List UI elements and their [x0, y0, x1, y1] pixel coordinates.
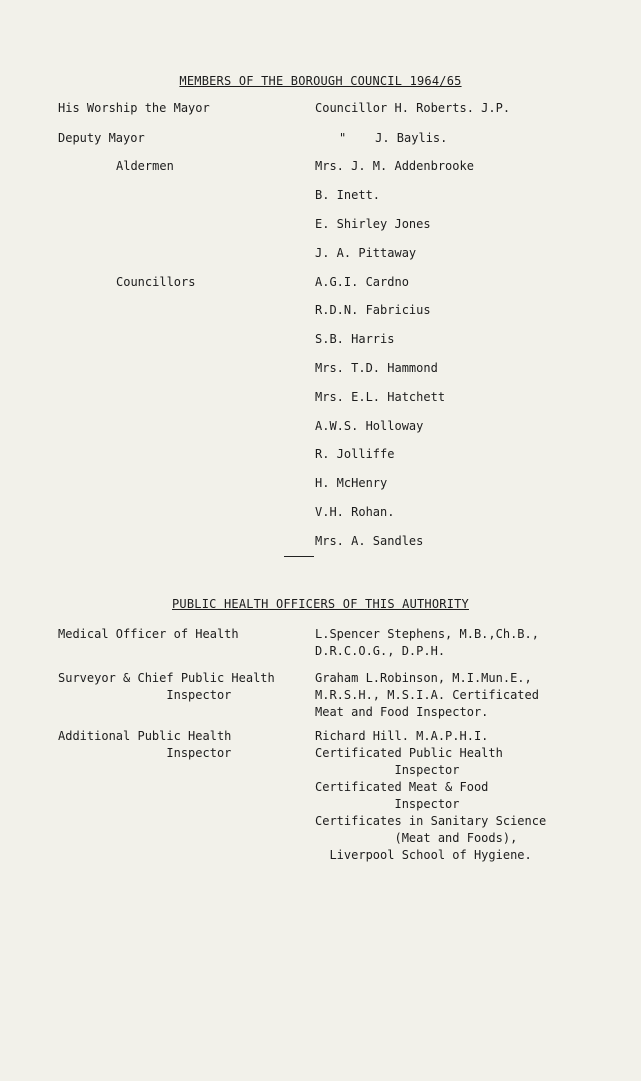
councillor-item: S.B. Harris [315, 332, 395, 346]
additional-inspector-label: Additional Public Health Inspector [58, 729, 232, 760]
deputy-mayor-label: Deputy Mayor [58, 131, 145, 145]
councillor-item: H. McHenry [315, 476, 388, 490]
deputy-mayor-value: " J. Baylis. [339, 131, 448, 145]
councillor-item: Mrs. E.L. Hatchett [315, 390, 446, 404]
councillor-item: R.D.N. Fabricius [315, 303, 431, 317]
alderman-item: B. Inett. [315, 188, 381, 202]
alderman-item: E. Shirley Jones [315, 217, 431, 231]
councillor-item: A.G.I. Cardno [315, 275, 409, 289]
councillor-item: Mrs. A. Sandles [315, 534, 424, 548]
aldermen-label: Aldermen [116, 159, 174, 173]
councillor-item: Mrs. T.D. Hammond [315, 361, 438, 375]
mayor-value: Councillor H. Roberts. J.P. [315, 101, 511, 115]
councillors-label: Councillors [116, 275, 196, 289]
council-heading: MEMBERS OF THE BOROUGH COUNCIL 1964/65 [179, 74, 462, 88]
surveyor-value: Graham L.Robinson, M.I.Mun.E., M.R.S.H., M.S.I.A. Certificated Meat and Food Inspector. [315, 671, 539, 719]
mayor-label: His Worship the Mayor [58, 101, 210, 115]
surveyor-label: Surveyor & Chief Public Health Inspector [58, 671, 275, 702]
additional-inspector-value: Richard Hill. M.A.P.H.I. Certificated Public Health Inspector Certificated Meat & Food Inspector Certificates in Sanitary Science (Meat and Foods), Liverpool School of Hygiene. [315, 729, 547, 862]
alderman-item: J. A. Pittaway [315, 246, 417, 260]
moh-label: Medical Officer of Health [58, 627, 239, 641]
councillor-item: R. Jolliffe [315, 447, 395, 461]
moh-value: L.Spencer Stephens, M.B.,Ch.B., D.R.C.O.G., D.P.H. [315, 627, 539, 658]
alderman-item: Mrs. J. M. Addenbrooke [315, 159, 474, 173]
officers-heading: PUBLIC HEALTH OFFICERS OF THIS AUTHORITY [172, 597, 469, 611]
councillor-item: V.H. Rohan. [315, 505, 395, 519]
section-divider [284, 556, 314, 557]
councillor-item: A.W.S. Holloway [315, 419, 424, 433]
